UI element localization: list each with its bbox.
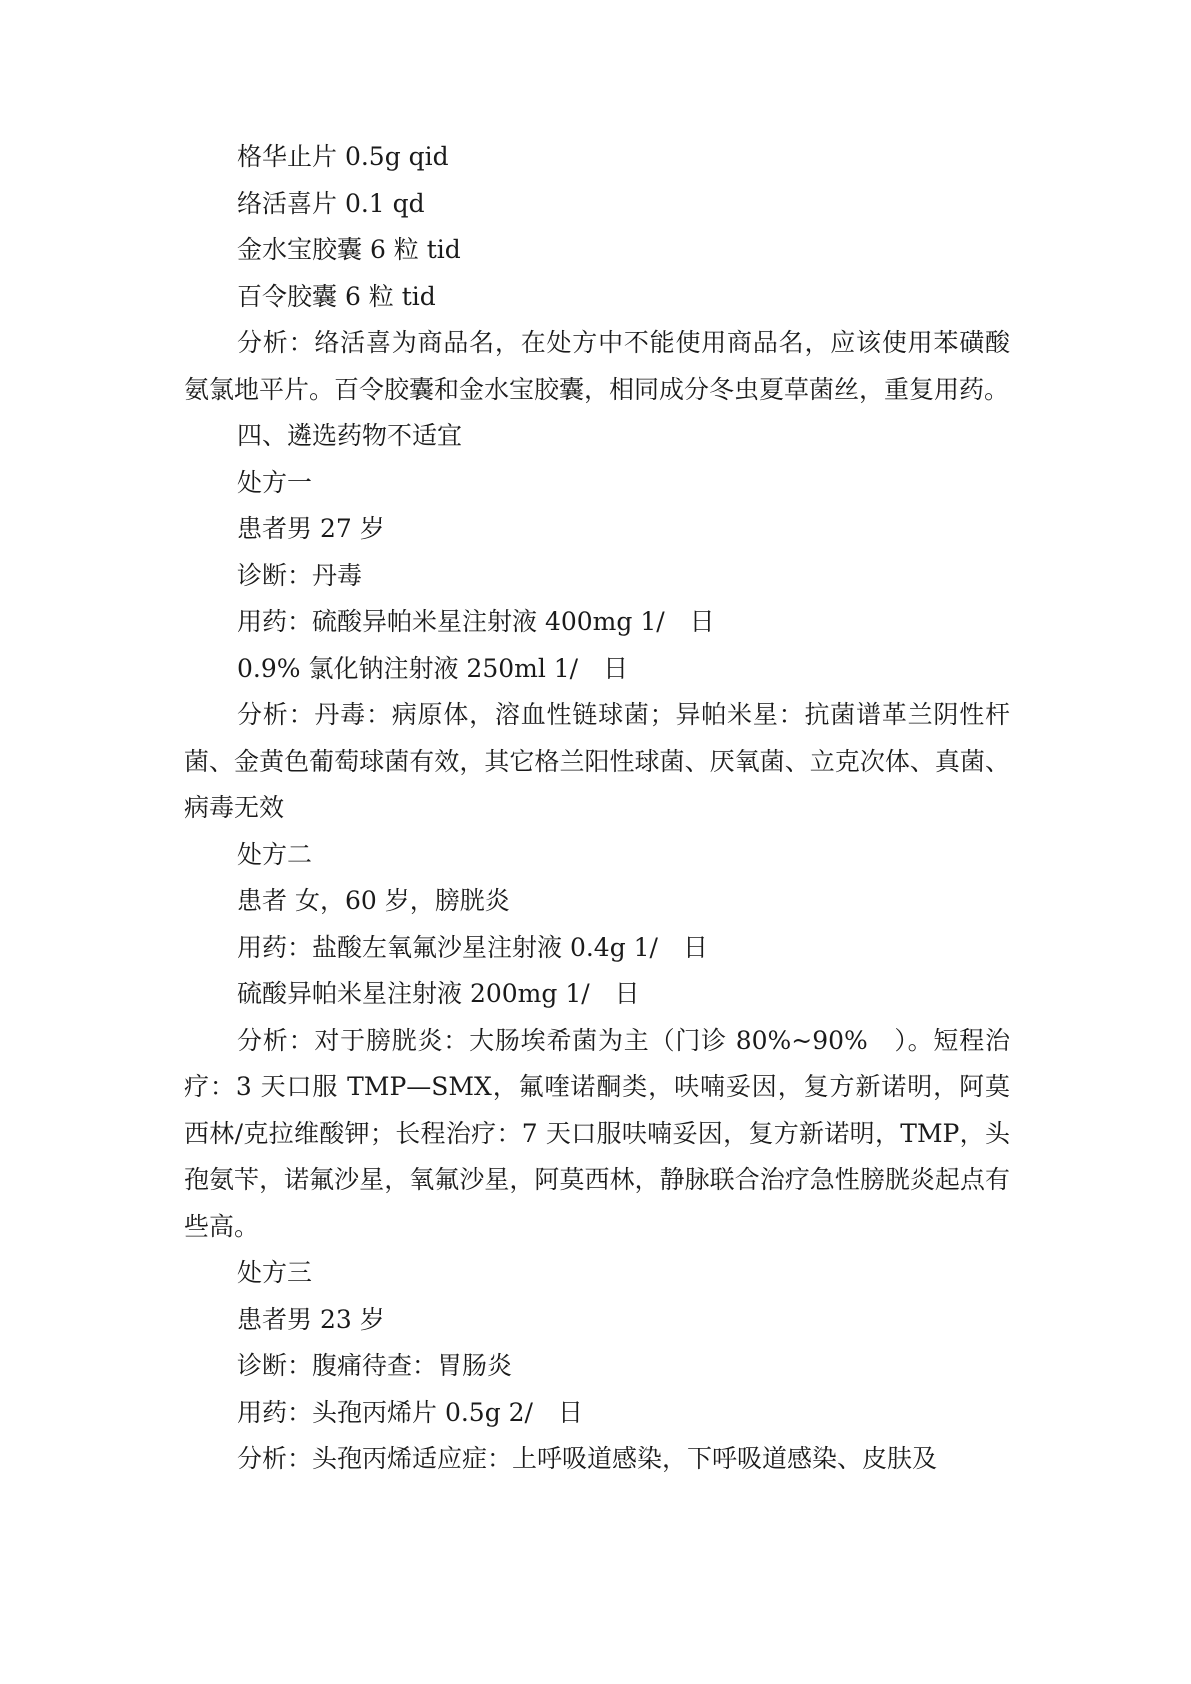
prescription-3-heading: 处方三 [237,1258,313,1287]
drug-line-bailing: 百令胶囊 6 粒 tid [237,281,436,311]
prescription-1-diagnosis: 诊断：丹毒 [237,560,363,590]
drug-line-norvasc: 络活喜片 0.1 qd [237,188,425,218]
prescription-2-patient: 患者 女，60 岁，膀胱炎 [237,886,510,915]
analysis-paragraph-3: 分析：对于膀胱炎：大肠埃希菌为主（门诊 80%~90% ）。短程治疗：3 天口服 TMP—SMX，氟喹诺酮类，呋喃妥因，复方新诺明，阿莫西林/克拉维酸钾；长程治疗：7 天口服呋喃妥因，复方新诺明，TMP，头孢氨苄，诺氟沙星，氧氟沙星，阿莫西林，静脉联合治疗急性膀胱炎起点有些高。 [184,1025,1010,1241]
document-body [184,134,1010,1483]
drug-line-glucophage: 格华止片 0.5g qid [237,142,449,171]
prescription-1-heading: 处方一 [237,467,313,497]
section-heading-4: 四、遴选药物不适宜 [237,421,463,450]
prescription-3-diagnosis: 诊断：腹痛待查：胃肠炎 [237,1351,513,1380]
prescription-1-patient: 患者男 27 岁 [237,514,385,543]
analysis-paragraph-2: 分析：丹毒：病原体，溶血性链球菌；异帕米星：抗菌谱革兰阴性杆菌、金黄色葡萄球菌有效，其它格兰阳性球菌、厌氧菌、立克次体、真菌、病毒无效 [184,700,1010,822]
prescription-2-medication: 用药：盐酸左氧氟沙星注射液 0.4g 1/ 日 [237,932,708,962]
prescription-1-medication: 用药：硫酸异帕米星注射液 400mg 1/ 日 [237,607,715,636]
prescription-3-patient: 患者男 23 岁 [237,1304,385,1334]
drug-line-jinshuibao: 金水宝胶囊 6 粒 tid [237,235,461,264]
prescription-1-medication-2: 0.9% 氯化钠注射液 250ml 1/ 日 [237,653,629,683]
prescription-3-medication: 用药：头孢丙烯片 0.5g 2/ 日 [237,1397,583,1427]
analysis-paragraph-4: 分析：头孢丙烯适应症：上呼吸道感染，下呼吸道感染、皮肤及 [237,1444,938,1473]
analysis-paragraph-1: 分析：络活喜为商品名，在处方中不能使用商品名，应该使用苯磺酸氨氯地平片。百令胶囊和金水宝胶囊，相同成分冬虫夏草菌丝，重复用药。 [184,328,1010,404]
prescription-2-medication-2: 硫酸异帕米星注射液 200mg 1/ 日 [237,979,640,1008]
prescription-2-heading: 处方二 [237,839,313,869]
